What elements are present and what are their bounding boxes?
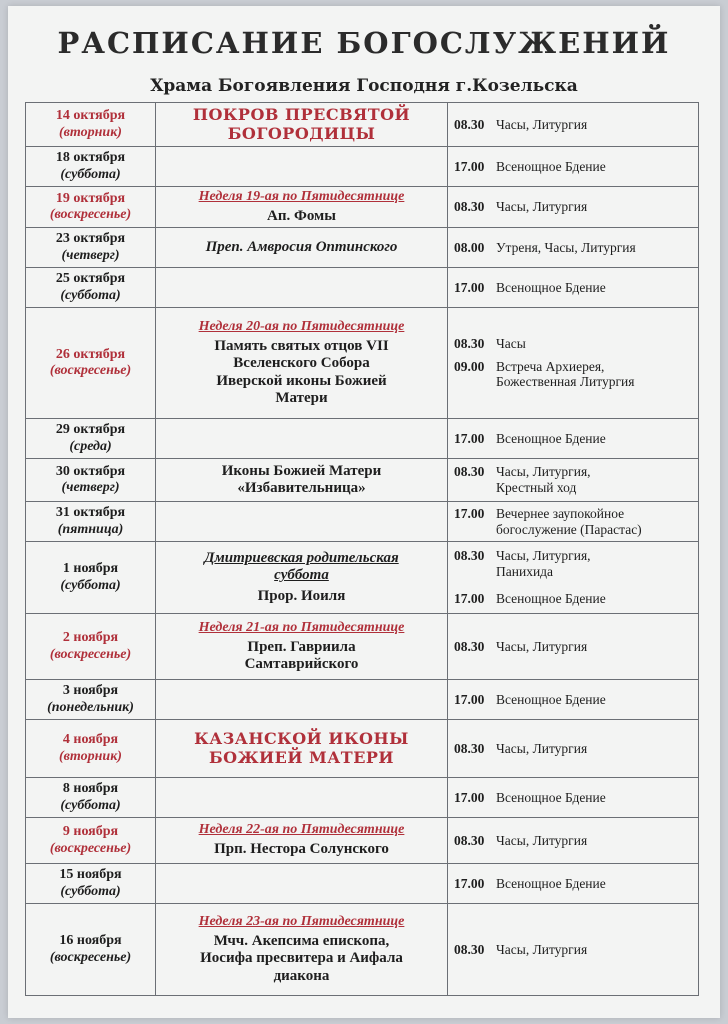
feast-cell [156, 308, 448, 419]
services-cell [448, 502, 699, 542]
service-item [454, 790, 606, 806]
service-item [454, 833, 587, 849]
feast-cell [156, 720, 448, 778]
service-time: 17.00 [454, 279, 485, 295]
feast-text: Дмитриевская родительская суббота [204, 550, 399, 584]
schedule-row [26, 778, 699, 818]
feast-cell [156, 778, 448, 818]
service-time: 08.30 [454, 548, 485, 564]
feast-cell [156, 419, 448, 459]
service-item [454, 199, 587, 215]
weekday-text: (воскресенье) [49, 949, 132, 965]
date-cell [26, 614, 156, 680]
service-desc: Часы [496, 336, 526, 352]
service-item [454, 431, 606, 447]
service-item [454, 336, 526, 352]
service-time: 08.30 [454, 941, 485, 957]
service-desc: Всенощное Бдение [496, 158, 606, 174]
service-item [454, 876, 606, 892]
schedule-row [26, 542, 699, 614]
service-time: 08.30 [454, 336, 485, 352]
feast-cell [156, 502, 448, 542]
service-item [454, 506, 642, 537]
sunday-label: Неделя 20-ая по Пятидесятнице [198, 318, 405, 334]
feast-cell [156, 268, 448, 308]
service-desc: Часы, Литургия [496, 199, 588, 215]
weekday-text: (вторник) [59, 124, 122, 140]
schedule-row [26, 268, 699, 308]
date-text: 4 ноября [62, 732, 119, 748]
date-text: 16 ноября [59, 933, 122, 949]
services-cell [448, 778, 699, 818]
feast-cell [156, 147, 448, 187]
services-cell [448, 419, 699, 459]
service-desc: Часы, Литургия, Панихида [496, 548, 591, 579]
service-item [454, 639, 587, 655]
service-desc: Часы, Литургия [496, 832, 588, 848]
services-cell [448, 268, 699, 308]
date-text: 30 октября [55, 463, 126, 479]
service-time: 17.00 [454, 691, 485, 707]
service-desc: Часы, Литургия, Крестный ход [496, 464, 591, 495]
service-desc: Часы, Литургия [496, 740, 588, 756]
service-item [454, 548, 591, 579]
services-cell [448, 542, 699, 614]
services-cell [448, 614, 699, 680]
schedule-row [26, 103, 699, 147]
service-item [454, 942, 587, 958]
schedule-row [26, 864, 699, 904]
weekday-text: (суббота) [60, 577, 121, 593]
weekday-text: (суббота) [60, 883, 121, 899]
feast-cell [156, 103, 448, 147]
service-item [454, 464, 591, 495]
feast-text: Ап. Фомы [266, 207, 336, 224]
schedule-rows [26, 103, 699, 996]
date-cell [26, 459, 156, 502]
date-cell [26, 720, 156, 778]
service-desc: Всенощное Бдение [496, 591, 606, 607]
date-text: 25 октября [55, 271, 126, 287]
service-time: 09.00 [454, 358, 485, 374]
service-item [454, 240, 636, 256]
date-cell [26, 187, 156, 228]
service-time: 08.00 [454, 239, 485, 255]
service-item [454, 359, 634, 390]
service-time: 08.30 [454, 116, 485, 132]
services-cell [448, 459, 699, 502]
feast-cell [156, 818, 448, 864]
date-cell [26, 904, 156, 996]
services-cell [448, 187, 699, 228]
schedule-row [26, 502, 699, 542]
feast-cell [156, 680, 448, 720]
schedule-row [26, 147, 699, 187]
weekday-text: (пятница) [57, 521, 124, 537]
service-desc: Всенощное Бдение [496, 691, 606, 707]
date-text: 15 ноября [59, 867, 122, 883]
weekday-text: (четверг) [61, 247, 120, 263]
service-time: 17.00 [454, 505, 485, 521]
feast-cell [156, 542, 448, 614]
schedule-row [26, 228, 699, 268]
service-item [454, 692, 606, 708]
service-desc: Часы, Литургия [496, 941, 588, 957]
date-cell [26, 542, 156, 614]
date-text: 23 октября [55, 231, 126, 247]
service-item [454, 117, 587, 133]
weekday-text: (понедельник) [47, 699, 134, 715]
date-text: 14 октября [55, 108, 126, 124]
schedule-row [26, 187, 699, 228]
weekday-text: (четверг) [61, 480, 120, 495]
sunday-label: Неделя 22-ая по Пятидесятнице [198, 822, 405, 838]
service-desc: Всенощное Бдение [496, 279, 606, 295]
service-time: 17.00 [454, 591, 485, 607]
date-cell [26, 308, 156, 419]
date-text: 31 октября [55, 505, 126, 521]
sunday-label: Неделя 19-ая по Пятидесятнице [198, 188, 405, 204]
service-desc: Встреча Архиерея, Божественная Литургия [496, 358, 635, 390]
service-item [454, 159, 606, 175]
service-time: 17.00 [454, 789, 485, 805]
services-cell [448, 720, 699, 778]
service-desc: Всенощное Бдение [496, 789, 606, 805]
schedule-row [26, 904, 699, 996]
services-cell [448, 904, 699, 996]
date-cell [26, 864, 156, 904]
schedule-row [26, 720, 699, 778]
date-text: 29 октября [55, 422, 126, 438]
feast-text: ПОКРОВ ПРЕСВЯТОЙ БОГОРОДИЦЫ [192, 105, 411, 143]
service-item [454, 280, 606, 296]
feast-cell [156, 614, 448, 680]
feast-cell [156, 904, 448, 996]
date-text: 2 ноября [62, 630, 119, 646]
schedule-row [26, 459, 699, 502]
services-cell [448, 308, 699, 419]
services-cell [448, 680, 699, 720]
weekday-text: (воскресенье) [49, 646, 132, 662]
service-item [454, 741, 587, 757]
sunday-label: Неделя 23-ая по Пятидесятнице [198, 914, 405, 930]
schedule-sheet [8, 6, 720, 1018]
services-cell [448, 864, 699, 904]
date-text: 3 ноября [62, 683, 119, 699]
feast-text: Мчч. Акепсима епископа, Иосифа пресвитера и Аифала диакона [200, 933, 403, 984]
weekday-text: (суббота) [60, 797, 121, 813]
service-item [454, 591, 606, 607]
service-desc: Всенощное Бдение [496, 875, 606, 891]
schedule-row [26, 818, 699, 864]
date-text: 8 ноября [62, 781, 119, 797]
feast-text: Преп. Амвросия Оптинского [205, 238, 398, 255]
date-cell [26, 502, 156, 542]
date-cell [26, 103, 156, 147]
weekday-text: (вторник) [59, 748, 122, 764]
schedule-row [26, 680, 699, 720]
services-cell [448, 228, 699, 268]
weekday-text: (воскресенье) [49, 207, 132, 222]
feast-cell [156, 228, 448, 268]
services-cell [448, 147, 699, 187]
weekday-text: (воскресенье) [49, 363, 132, 378]
service-desc: Часы, Литургия [496, 116, 588, 132]
service-time: 08.30 [454, 199, 485, 215]
service-time: 17.00 [454, 158, 485, 174]
date-text: 1 ноября [62, 561, 119, 577]
date-text: 26 октября [55, 346, 126, 362]
services-cell [448, 818, 699, 864]
services-cell [448, 103, 699, 147]
service-desc: Вечернее заупокойное богослужение (Парастас) [496, 505, 642, 537]
feast-text: Память святых отцов VII Вселенского Собора Иверской иконы Божией Матери [214, 338, 389, 406]
date-cell [26, 147, 156, 187]
feast-cell [156, 864, 448, 904]
service-desc: Утреня, Часы, Литургия [496, 239, 636, 255]
service-time: 08.30 [454, 638, 485, 654]
service-time: 08.30 [454, 832, 485, 848]
date-cell [26, 680, 156, 720]
feast-text: Преп. Гавриила Самтаврийского [244, 638, 359, 673]
date-cell [26, 419, 156, 459]
schedule-row [26, 308, 699, 419]
schedule-row [26, 614, 699, 680]
date-text: 9 ноября [62, 824, 119, 840]
weekday-text: (среда) [69, 438, 112, 454]
date-cell [26, 268, 156, 308]
weekday-text: (суббота) [60, 166, 121, 182]
feast-text: Иконы Божией Матери «Избавительница» [221, 462, 382, 496]
service-time: 17.00 [454, 430, 485, 446]
date-cell [26, 778, 156, 818]
feast-cell [156, 187, 448, 228]
weekday-text: (суббота) [60, 287, 121, 303]
feast-text: КАЗАНСКОЙ ИКОНЫ БОЖИЕЙ МАТЕРИ [194, 729, 409, 767]
date-cell [26, 818, 156, 864]
service-time: 08.30 [454, 740, 485, 756]
schedule-row [26, 419, 699, 459]
page-title: РАСПИСАНИЕ БОГОСЛУЖЕНИЙ [57, 26, 671, 60]
date-cell [26, 228, 156, 268]
service-time: 08.30 [454, 464, 485, 480]
service-time: 17.00 [454, 875, 485, 891]
date-text: 19 октября [55, 190, 126, 206]
page-subtitle: Храма Богоявления Господня г.Козельска [150, 76, 578, 96]
feast-cell [156, 459, 448, 502]
feast-text: Прп. Нестора Солунского [214, 841, 389, 858]
feast-text: Прор. Иоиля [257, 587, 346, 604]
sunday-label: Неделя 21-ая по Пятидесятнице [198, 619, 405, 635]
schedule-table [25, 102, 699, 996]
date-text: 18 октября [55, 150, 126, 166]
service-desc: Часы, Литургия [496, 638, 588, 654]
weekday-text: (воскресенье) [49, 840, 132, 856]
service-desc: Всенощное Бдение [496, 430, 606, 446]
